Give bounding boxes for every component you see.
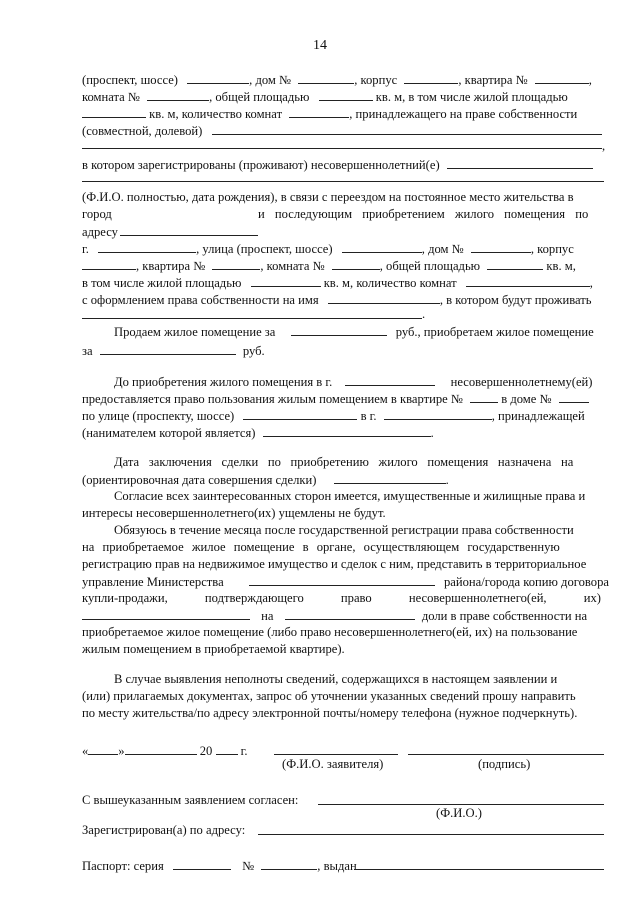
blank-field[interactable] [147,89,209,101]
blank-field[interactable] [212,258,260,270]
text: « [82,744,89,758]
text: , квартира № [136,259,206,273]
text: » [118,744,125,758]
text: за [82,344,93,358]
blank-field[interactable] [263,425,431,437]
text: . [430,426,434,440]
passport-number-field[interactable] [261,858,317,870]
text: (ориентировочная дата совершения сделки) [82,473,317,487]
text: Согласие всех заинтересованных сторон имеется, имущественные и жилищные права и [114,489,586,503]
text: регистрацию прав на недвижимое имущество и сделок с ним, представить в территориальное [82,557,587,571]
blank-field[interactable] [345,374,435,386]
blank-field[interactable] [120,224,258,236]
para-1-line-1 [114,324,594,340]
text: , принадлежащей [491,409,585,423]
text: . [445,473,449,487]
para-6-line-3 [82,706,577,721]
text: , выдан [317,859,357,873]
line-13 [82,292,592,308]
text: кв. м, [546,259,576,273]
blank-field[interactable] [289,106,349,118]
text: несовершеннолетнему(ей) [450,375,593,389]
line-8 [82,207,112,222]
para-6-line-1 [114,672,557,687]
text: комната № [82,90,140,104]
line-10 [82,241,574,257]
text: Дата заключения сделки по приобретению жилого помещения назначена на [114,455,574,469]
para-5-line-8 [82,642,345,657]
text: Зарегистрирован(а) по адресу: [82,823,246,837]
line-4 [82,123,602,139]
text: , [589,276,593,290]
text: района/города копию договора [443,575,609,589]
applicant-name-line[interactable] [274,754,398,755]
blank-field[interactable] [319,89,373,101]
text: , [602,139,606,153]
para-3-line-2 [82,472,449,488]
text: приобретаемое жилое помещение (либо право несовершеннолетнего(ей, их) на пользование [82,625,578,639]
blank-field[interactable] [82,258,136,270]
text: С вышеуказанным заявлением согласен: [82,793,299,807]
passport-series-field[interactable] [173,858,231,870]
passport-issued-field[interactable] [354,869,604,870]
blank-field[interactable] [298,72,354,84]
text: руб. [242,344,265,358]
para-4-line-1 [114,489,585,504]
blank-field[interactable] [342,241,422,253]
text: по месту жительства/по адресу электронной почты/номеру телефона (нужное подчеркнуть). [82,706,578,720]
price-buy-field[interactable] [100,343,236,355]
ministry-field[interactable] [249,574,435,586]
text: доли в праве собственности на [421,609,588,623]
para-1-line-2 [82,343,265,359]
text: , принадлежащего на праве собственности [349,107,578,121]
para-2-line-1 [114,374,593,390]
para-5-line-4 [82,574,609,590]
price-sell-field[interactable] [291,324,387,336]
text: в котором зарегистрированы (проживают) несовершеннолетний(е) [82,158,440,172]
month-field[interactable] [125,743,197,755]
text: № [242,859,255,873]
blank-line[interactable] [82,318,422,319]
year-field[interactable] [216,743,238,755]
text: До приобретения жилого помещения в г. [114,375,333,389]
text: г. [240,744,248,758]
blank-field[interactable] [470,391,498,403]
text: кв. м, количество комнат [323,276,457,290]
line-8b [258,207,604,222]
text: (совместной, долевой) [82,124,203,138]
blank-field[interactable] [82,608,250,620]
text: в доме № [501,392,552,406]
line-2 [82,89,568,105]
blank-field[interactable] [384,408,492,420]
text: , в котором будут проживать [439,293,592,307]
signature-date-line [82,743,248,759]
transaction-date-field[interactable] [334,472,446,484]
text: адресу [82,225,118,239]
text: предоставляется право пользования жилым помещением в квартире № [82,392,463,406]
text: (или) прилагаемых документах, запрос об уточнении указанных сведений прошу направить [82,689,576,703]
text: на приобретаемое жилое помещение в органе, осуществляющем государственную [82,540,560,554]
text: Продаем жилое помещение за [114,325,276,339]
text: интересы несовершеннолетнего(их) ущемлены не будут. [82,506,386,520]
blank-field[interactable] [243,408,357,420]
text: , корпус [530,242,574,256]
blank-field[interactable] [98,241,196,253]
blank-field[interactable] [559,391,589,403]
consent-name-line[interactable] [318,804,604,805]
para-6-line-2 [82,689,576,704]
blank-field[interactable] [535,72,589,84]
blank-field[interactable] [466,275,590,287]
day-field[interactable] [88,743,118,755]
line-11 [82,258,576,274]
text: , общей площадью [379,259,481,273]
text: В случае выявления неполноты сведений, содержащихся в настоящем заявлении и [114,672,558,686]
text: купли-продажи, подтверждающего право несовершеннолетнего(ей, их) [82,591,601,605]
registered-address-field[interactable] [258,834,604,835]
text: Обязуюсь в течение месяца после государственной регистрации права собственности [114,523,574,537]
blank-line[interactable] [82,181,604,182]
applicant-name-caption: (Ф.И.О. заявителя) [282,757,384,771]
blank-field[interactable] [328,292,440,304]
para-2-line-2 [82,391,589,407]
text: г. [82,242,89,256]
text: . [422,307,426,321]
passport-line [82,858,357,874]
blank-field[interactable] [332,258,380,270]
text: , [588,73,592,87]
para-5-line-1 [114,523,574,538]
para-5-line-6 [82,608,587,624]
text: (Ф.И.О. полностью, дата рождения), в связи с переездом на постоянное место жительства в [82,190,574,204]
line-9 [82,224,258,240]
para-5-line-5 [82,591,604,606]
text: (проспект, шоссе) [82,73,178,87]
text: в том числе жилой площадью [82,276,242,290]
para-5-line-2 [82,540,604,555]
para-2-line-3 [82,408,585,424]
text: , общей площадью [209,90,310,104]
para-4-line-2 [82,506,386,521]
line-3 [82,106,577,122]
text: кв. м, количество комнат [149,107,283,121]
line-5 [602,139,605,154]
text: , улица (проспект, шоссе) [196,242,333,256]
text: 20 [199,744,213,758]
line-14 [422,307,425,322]
page-number: 14 [313,38,327,53]
text: , квартира № [458,73,528,87]
text: на [261,609,274,623]
blank-field[interactable] [82,106,146,118]
text: (нанимателем которой является) [82,426,256,440]
blank-field[interactable] [487,258,543,270]
text: , дом № [421,242,464,256]
text: город [82,207,112,221]
text: руб., приобретаем жилое помещение [395,325,594,339]
text: и последующим приобретением жилого помещения по [258,207,589,221]
text: , дом № [249,73,292,87]
registered-address-line [82,823,245,838]
text: по улице (проспекту, шоссе) [82,409,235,423]
line-7 [82,190,574,205]
signature-caption: (подпись) [478,757,531,771]
blank-line[interactable] [82,148,602,149]
blank-field[interactable] [404,72,458,84]
para-2-line-4 [82,425,434,441]
line-12 [82,275,593,291]
blank-field[interactable] [187,72,249,84]
text: с оформлением права собственности на имя [82,293,319,307]
blank-field[interactable] [212,123,602,135]
applicant-signature-line[interactable] [408,754,604,755]
blank-field[interactable] [251,275,321,287]
consent-line [82,793,298,808]
text: Паспорт: серия [82,859,164,873]
consent-name-caption: (Ф.И.О.) [436,806,482,820]
line-1 [82,72,592,88]
para-5-line-3 [82,557,586,572]
line-6 [82,157,593,173]
text: в г. [360,409,377,423]
blank-field[interactable] [471,241,531,253]
text: жилым помещением в приобретаемой квартире). [82,642,345,656]
para-5-line-7 [82,625,577,640]
text: кв. м, в том числе жилой площадью [375,90,568,104]
text: управление Министерства [82,575,224,589]
para-3-line-1 [114,455,604,470]
blank-field[interactable] [447,157,593,169]
text: , корпус [354,73,398,87]
text: , комната № [260,259,325,273]
share-field[interactable] [285,608,415,620]
